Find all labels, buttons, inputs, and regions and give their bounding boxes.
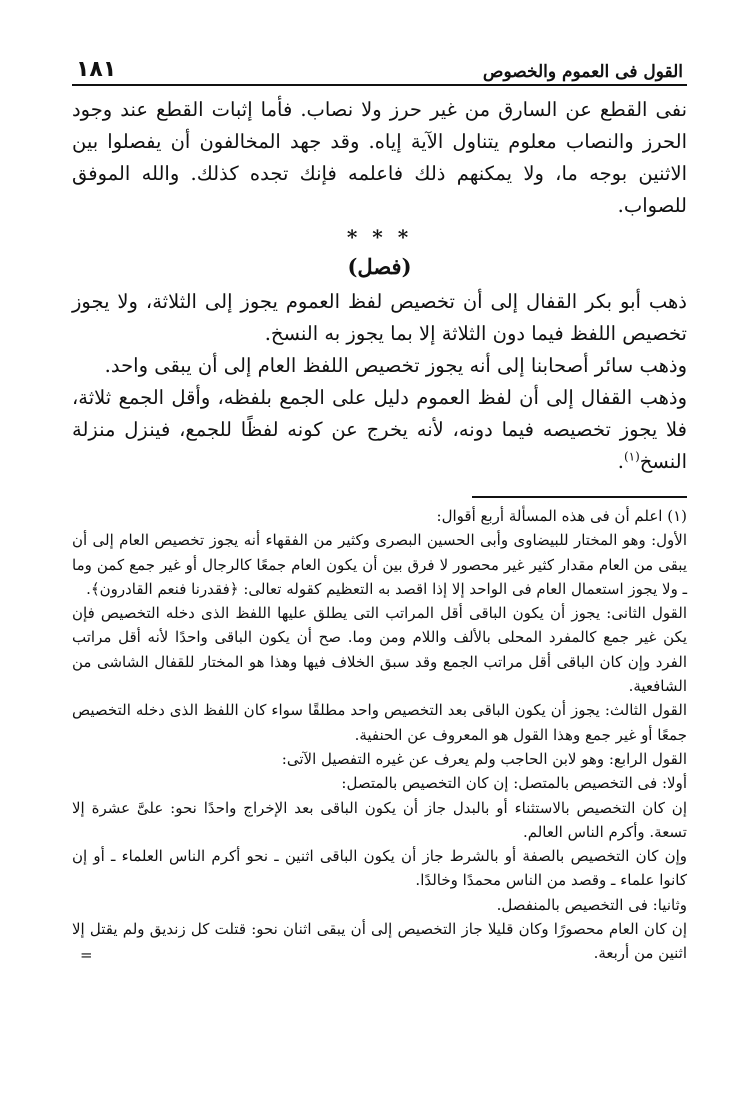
paragraph-2: ذهب أبو بكر القفال إلى أن تخصيص لفظ العموم يجوز إلى الثلاثة، ولا يجوز تخصيص اللفظ فيما دون الثلاثة إلا بما يجوز به النسخ. [72,290,687,345]
footnote-separate-heading: وثانيا: فى التخصيص بالمنفصل. [496,895,687,914]
footnote-first-opinion: الأول: وهو المختار للبيضاوى وأبى الحسين البصرى وكثير من الفقهاء أنه يجوز تخصيص العام إلى أن يبقى من العام مقدار كثير غير محصور لا فرق بين أن يكون العام جمعًا كالرجال أو غير جمع كمن وما ـ ولا يجوز استعمال العام فى الواحد إلا إذا اقصد به التعظيم كقوله تعالى: ﴿فقدرنا فنعم القادرون﴾. [72,531,687,598]
footnotes [72,504,687,966]
paragraph-4-end: . [617,450,624,473]
running-title: القول فى العموم والخصوص [482,62,683,82]
footnote-limited: إن كان العام محصورًا وكان قليلا جاز التخصيص إلى أن يبقى اثنان نحو: قتلت كل زنديق ولم يقتل إلا اثنين من أربعة. [72,920,687,963]
continuation-mark: = [80,945,93,964]
paragraph-1: نفى القطع عن السارق من غير حرز ولا نصاب. فأما إثبات القطع عند وجود الحرز والنصاب معلوم يتناول الآية إياه. وقد جهد المخالفون أن يفصلوا بين الاثنين بوجه ما، ولا يمكنهم ذلك فاعلمه فإنك تجده كذلك. والله الموفق للصواب. [72,98,687,217]
footnote-exception: إن كان التخصيص بالاستثناء أو بالبدل جاز أن يكون الباقى بعد الإخراج واحدًا نحو: علىَّ عشرة إلا تسعة. وأكرم الناس العالم. [72,798,687,841]
footnote-condition: وإن كان التخصيص بالصفة أو بالشرط جاز أن يكون الباقى اثنين ـ نحو أكرم الناس العلماء ـ أو إن كانوا علماء ـ وقصد من الناس محمدًا وخالدًا. [72,847,687,890]
footnote-intro: (١) اعلم أن فى هذه المسألة أربع أقوال: [436,507,687,525]
footnote-third-opinion: القول الثالث: يجوز أن يكون الباقى بعد التخصيص واحد مطلقًا سواء كان اللفظ الذى دخله التخصيص جمعًا أو غير جمع وهذا القول هو المعروف عن الحنفية. [72,701,687,744]
main-text [72,94,687,478]
footnote-divider [472,496,687,498]
footnote-marker: (١) [623,449,640,464]
book-page [72,48,687,966]
section-heading: (فصل) [347,254,412,279]
page-number: ١٨١ [76,57,117,82]
footnote-second-opinion: القول الثانى: يجوز أن يكون الباقى أقل المراتب التى يطلق عليها اللفظ الذى دخله التخصيص فإن يكن غير جمع كالمفرد المحلى بالألف واللام ومن وما. صح أن يكون الباقى واحدًا لأنه أقل مراتب الفرد وإن كان الباقى أقل مراتب الجمع وقد سبق الخلاف فيها وهذا هو المختار للقفال الشاشى من الشافعية. [72,604,687,696]
paragraph-3: وذهب سائر أصحابنا إلى أنه يجوز تخصيص اللفظ العام إلى أن يبقى واحد. [104,354,687,377]
paragraph-4 [72,382,687,478]
paragraph-4-text: وذهب القفال إلى أن لفظ العموم دليل على الجمع بلفظه، وأقل الجمع ثلاثة، فلا يجوز تخصيصه فيما دونه، لأنه يخرج عن كونه لفظًا للجمع، فينزل منزلة النسخ [72,386,687,473]
footnote-connected-heading: أولا: فى التخصيص بالمتصل: إن كان التخصيص بالمتصل: [341,774,687,793]
footnote-fourth-opinion: القول الرابع: وهو لابن الحاجب ولم يعرف عن غيره التفصيل الآتى: [281,749,687,768]
section-separator: * * * [346,225,413,249]
page-header [72,48,687,86]
